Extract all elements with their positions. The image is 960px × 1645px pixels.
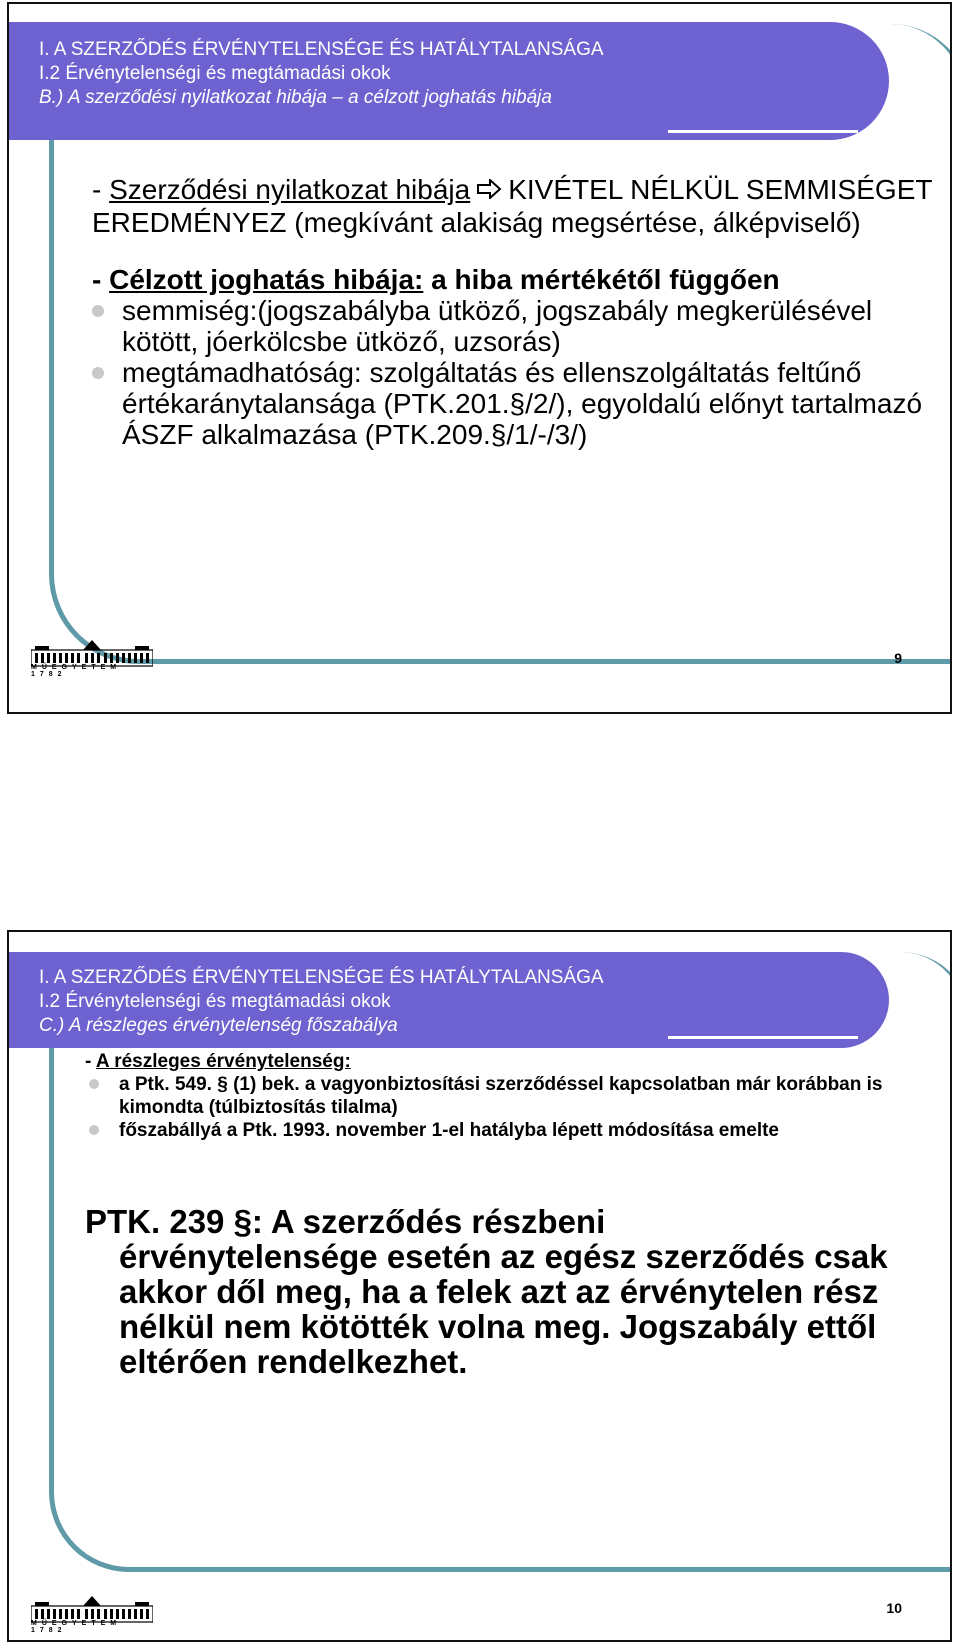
slide-10 — [7, 930, 952, 1642]
slide-9 — [7, 2, 952, 714]
page-number: 9 — [894, 650, 902, 666]
slide-body — [92, 174, 932, 450]
bullet-text: főszabállyá a Ptk. 1993. november 1-el hatályba lépett módosítása emelte — [119, 1120, 779, 1141]
header-line-2: I.2 Érvénytelenségi és megtámadási okok — [39, 991, 391, 1012]
bullet-dot-icon — [89, 1125, 99, 1135]
list-item — [85, 1119, 935, 1142]
para-dash: - — [92, 264, 110, 295]
header-line-3: B.) A szerződési nyilatkozat hibája – a célzott joghatás hibája — [39, 87, 552, 108]
para-rest-text: a hiba mértékétől függően — [423, 264, 780, 295]
para-dash: - — [92, 174, 110, 205]
logo-wordmark: MŰEGYETEM 1782 — [31, 1620, 122, 1634]
para-underlined-term: A részleges érvénytelenség: — [95, 1051, 351, 1072]
list-item — [92, 357, 932, 450]
bullet-list — [85, 1073, 935, 1142]
bullet-text: megtámadhatóság: szolgáltatás és ellenszolgáltatás feltűnő értékaránytalansága (PTK.201.§/2/), egyoldalú előnyt tartalmazó ÁSZF alkalmazása (PTK.209.§/1/-/3/) — [122, 357, 923, 450]
ptk-239-quote — [85, 1204, 905, 1379]
bullet-list — [92, 295, 932, 450]
page-number: 10 — [886, 1600, 902, 1616]
list-item — [85, 1073, 935, 1119]
university-building-logo — [31, 638, 153, 678]
para-underlined-term: Szerződési nyilatkozat hibája — [109, 174, 471, 205]
logo-wordmark: MŰEGYETEM 1782 — [31, 664, 122, 678]
list-item — [92, 295, 932, 357]
slide-header — [39, 966, 604, 1038]
slide-header — [39, 38, 604, 110]
header-line-1: I. A SZERZŐDÉS ÉRVÉNYTELENSÉGE ÉS HATÁLYTALANSÁGA — [39, 967, 604, 988]
bullet-dot-icon — [89, 1079, 99, 1089]
header-line-3: C.) A részleges érvénytelenség főszabálya — [39, 1015, 398, 1036]
bullet-dot-icon — [92, 305, 104, 317]
intro-line — [85, 1050, 935, 1073]
bullet-dot-icon — [92, 367, 104, 379]
slide-body — [85, 1050, 935, 1142]
hollow-right-arrow-icon — [476, 176, 502, 207]
bullet-text: a Ptk. 549. § (1) bek. a vagyonbiztosítási szerződéssel kapcsolatban már korábban is kimondta (túlbiztosítás tilalma) — [119, 1074, 883, 1118]
header-rule — [668, 1036, 858, 1039]
ptk-rest: érvénytelensége esetén az egész szerződés csak akkor dől meg, ha a felek azt az érvénytelen rész nélkül nem kötötték volna meg. Jogszabály ettől eltérően rendelkezhet. — [119, 1238, 888, 1380]
para-underlined-term: Célzott joghatás hibája: — [109, 264, 424, 295]
ptk-head: PTK. 239 §: A szerződés részbeni — [85, 1203, 606, 1240]
paragraph-intended-effect — [92, 264, 932, 295]
header-rule — [668, 130, 858, 133]
para-dash: - — [85, 1051, 96, 1072]
bullet-text: semmiség:(jogszabályba ütköző, jogszabály megkerülésével kötött, jóerkölcsbe ütköző, uzsorás) — [122, 295, 873, 357]
header-line-1: I. A SZERZŐDÉS ÉRVÉNYTELENSÉGE ÉS HATÁLYTALANSÁGA — [39, 39, 604, 60]
university-building-logo — [31, 1594, 153, 1634]
paragraph-statement-error — [92, 174, 932, 238]
header-line-2: I.2 Érvénytelenségi és megtámadási okok — [39, 63, 391, 84]
para-rest-text: KIVÉTEL NÉLKÜL SEMMISÉGET EREDMÉNYEZ (megkívánt alakiság megsértése, álképviselő) — [92, 174, 932, 238]
